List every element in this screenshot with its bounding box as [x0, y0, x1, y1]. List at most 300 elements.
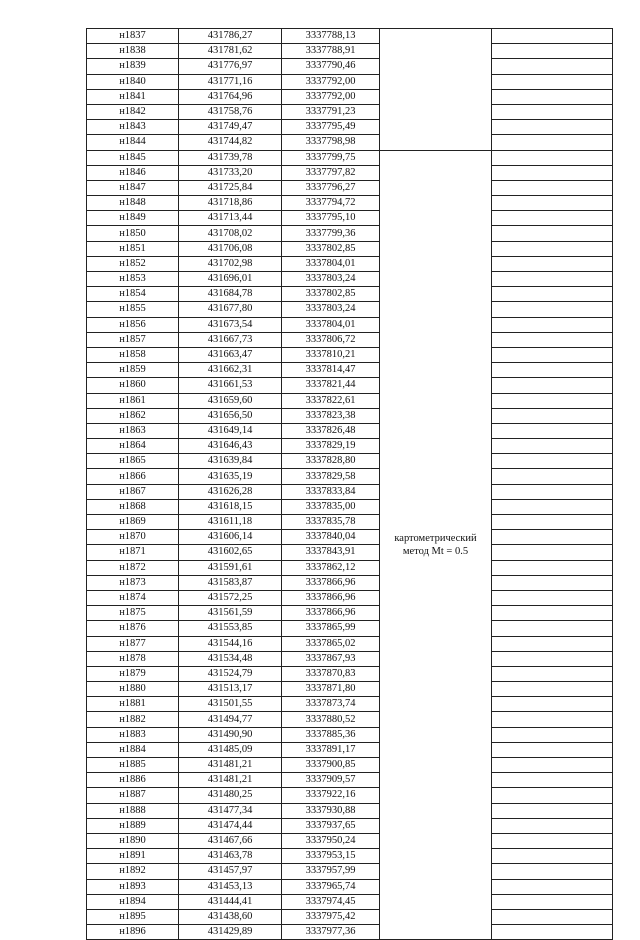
y-coordinate-cell: 3337802,85 — [282, 287, 380, 302]
y-coordinate-cell: 3337806,72 — [282, 332, 380, 347]
y-coordinate-cell: 3337866,96 — [282, 590, 380, 605]
blank-cell — [492, 347, 613, 362]
x-coordinate-cell: 431713,44 — [179, 211, 282, 226]
table-row — [87, 515, 613, 530]
point-name-cell: н1894 — [87, 894, 179, 909]
y-coordinate-cell: 3337795,10 — [282, 211, 380, 226]
blank-cell — [492, 241, 613, 256]
x-coordinate-cell: 431696,01 — [179, 272, 282, 287]
y-coordinate-cell: 3337802,85 — [282, 241, 380, 256]
y-coordinate-cell: 3337823,38 — [282, 408, 380, 423]
y-coordinate-cell: 3337974,45 — [282, 894, 380, 909]
x-coordinate-cell: 431602,65 — [179, 545, 282, 560]
x-coordinate-cell: 431786,27 — [179, 29, 282, 44]
x-coordinate-cell: 431776,97 — [179, 59, 282, 74]
y-coordinate-cell: 3337822,61 — [282, 393, 380, 408]
x-coordinate-cell: 431485,09 — [179, 742, 282, 757]
x-coordinate-cell: 431656,50 — [179, 408, 282, 423]
point-name-cell: н1877 — [87, 636, 179, 651]
y-coordinate-cell: 3337810,21 — [282, 347, 380, 362]
y-coordinate-cell: 3337829,58 — [282, 469, 380, 484]
y-coordinate-cell: 3337930,88 — [282, 803, 380, 818]
y-coordinate-cell: 3337798,98 — [282, 135, 380, 150]
blank-cell — [492, 135, 613, 150]
blank-cell — [492, 560, 613, 575]
y-coordinate-cell: 3337865,99 — [282, 621, 380, 636]
x-coordinate-cell: 431662,31 — [179, 363, 282, 378]
table-row — [87, 44, 613, 59]
table-row — [87, 89, 613, 104]
x-coordinate-cell: 431481,21 — [179, 773, 282, 788]
point-name-cell: н1847 — [87, 180, 179, 195]
y-coordinate-cell: 3337865,02 — [282, 636, 380, 651]
y-coordinate-cell: 3337814,47 — [282, 363, 380, 378]
point-name-cell: н1846 — [87, 165, 179, 180]
table-row — [87, 925, 613, 940]
y-coordinate-cell: 3337794,72 — [282, 196, 380, 211]
point-name-cell: н1867 — [87, 484, 179, 499]
blank-cell — [492, 651, 613, 666]
point-name-cell: н1875 — [87, 606, 179, 621]
table-row — [87, 879, 613, 894]
table-row — [87, 378, 613, 393]
point-name-cell: н1870 — [87, 530, 179, 545]
table-row — [87, 241, 613, 256]
point-name-cell: н1841 — [87, 89, 179, 104]
y-coordinate-cell: 3337900,85 — [282, 758, 380, 773]
point-name-cell: н1888 — [87, 803, 179, 818]
table-row — [87, 833, 613, 848]
x-coordinate-cell: 431444,41 — [179, 894, 282, 909]
table-row — [87, 499, 613, 514]
x-coordinate-cell: 431781,62 — [179, 44, 282, 59]
table-row — [87, 104, 613, 119]
table-row — [87, 196, 613, 211]
x-coordinate-cell: 431481,21 — [179, 758, 282, 773]
blank-cell — [492, 606, 613, 621]
y-coordinate-cell: 3337795,49 — [282, 120, 380, 135]
blank-cell — [492, 211, 613, 226]
point-name-cell: н1845 — [87, 150, 179, 165]
table-row — [87, 894, 613, 909]
y-coordinate-cell: 3337821,44 — [282, 378, 380, 393]
y-coordinate-cell: 3337937,65 — [282, 818, 380, 833]
blank-cell — [492, 393, 613, 408]
blank-cell — [492, 74, 613, 89]
point-name-cell: н1896 — [87, 925, 179, 940]
blank-cell — [492, 590, 613, 605]
y-coordinate-cell: 3337953,15 — [282, 849, 380, 864]
y-coordinate-cell: 3337792,00 — [282, 74, 380, 89]
x-coordinate-cell: 431725,84 — [179, 180, 282, 195]
table-row — [87, 180, 613, 195]
blank-cell — [492, 727, 613, 742]
blank-cell — [492, 849, 613, 864]
x-coordinate-cell: 431513,17 — [179, 682, 282, 697]
point-name-cell: н1837 — [87, 29, 179, 44]
blank-cell — [492, 621, 613, 636]
point-name-cell: н1860 — [87, 378, 179, 393]
table-row — [87, 347, 613, 362]
point-name-cell: н1893 — [87, 879, 179, 894]
point-name-cell: н1864 — [87, 439, 179, 454]
x-coordinate-cell: 431706,08 — [179, 241, 282, 256]
y-coordinate-cell: 3337835,78 — [282, 515, 380, 530]
point-name-cell: н1879 — [87, 666, 179, 681]
point-name-cell: н1848 — [87, 196, 179, 211]
table-row — [87, 439, 613, 454]
point-name-cell: н1865 — [87, 454, 179, 469]
table-row — [87, 803, 613, 818]
point-name-cell: н1857 — [87, 332, 179, 347]
blank-cell — [492, 423, 613, 438]
point-name-cell: н1889 — [87, 818, 179, 833]
y-coordinate-cell: 3337866,96 — [282, 575, 380, 590]
x-coordinate-cell: 431708,02 — [179, 226, 282, 241]
x-coordinate-cell: 431501,55 — [179, 697, 282, 712]
x-coordinate-cell: 431561,59 — [179, 606, 282, 621]
x-coordinate-cell: 431673,54 — [179, 317, 282, 332]
x-coordinate-cell: 431667,73 — [179, 332, 282, 347]
method-accuracy: метод Mt = 0.5 — [402, 545, 469, 557]
y-coordinate-cell: 3337797,82 — [282, 165, 380, 180]
table-row — [87, 454, 613, 469]
point-name-cell: н1886 — [87, 773, 179, 788]
point-name-cell: н1885 — [87, 758, 179, 773]
table-row — [87, 697, 613, 712]
blank-cell — [492, 758, 613, 773]
table-row — [87, 287, 613, 302]
table-row — [87, 727, 613, 742]
blank-cell — [492, 256, 613, 271]
point-name-cell: н1876 — [87, 621, 179, 636]
y-coordinate-cell: 3337866,96 — [282, 606, 380, 621]
blank-cell — [492, 636, 613, 651]
x-coordinate-cell: 431639,84 — [179, 454, 282, 469]
point-name-cell: н1892 — [87, 864, 179, 879]
x-coordinate-cell: 431524,79 — [179, 666, 282, 681]
blank-cell — [492, 89, 613, 104]
blank-cell — [492, 196, 613, 211]
table-row — [87, 469, 613, 484]
y-coordinate-cell: 3337840,04 — [282, 530, 380, 545]
point-name-cell: н1839 — [87, 59, 179, 74]
point-name-cell: н1862 — [87, 408, 179, 423]
point-name-cell: н1853 — [87, 272, 179, 287]
table-row — [87, 758, 613, 773]
point-name-cell: н1840 — [87, 74, 179, 89]
table-row — [87, 165, 613, 180]
table-row — [87, 651, 613, 666]
x-coordinate-cell: 431457,97 — [179, 864, 282, 879]
blank-cell — [492, 499, 613, 514]
blank-cell — [492, 272, 613, 287]
blank-cell — [492, 773, 613, 788]
blank-cell — [492, 803, 613, 818]
point-name-cell: н1838 — [87, 44, 179, 59]
table-row — [87, 317, 613, 332]
y-coordinate-cell: 3337909,57 — [282, 773, 380, 788]
x-coordinate-cell: 431626,28 — [179, 484, 282, 499]
table-row — [87, 636, 613, 651]
y-coordinate-cell: 3337799,36 — [282, 226, 380, 241]
y-coordinate-cell: 3337796,27 — [282, 180, 380, 195]
blank-cell — [492, 287, 613, 302]
point-name-cell: н1851 — [87, 241, 179, 256]
point-name-cell: н1866 — [87, 469, 179, 484]
table-row — [87, 909, 613, 924]
blank-cell — [492, 515, 613, 530]
y-coordinate-cell: 3337788,13 — [282, 29, 380, 44]
blank-cell — [492, 894, 613, 909]
blank-cell — [492, 833, 613, 848]
point-name-cell: н1854 — [87, 287, 179, 302]
blank-cell — [492, 454, 613, 469]
x-coordinate-cell: 431663,47 — [179, 347, 282, 362]
x-coordinate-cell: 431744,82 — [179, 135, 282, 150]
point-name-cell: н1843 — [87, 120, 179, 135]
point-name-cell: н1872 — [87, 560, 179, 575]
table-row — [87, 135, 613, 150]
blank-cell — [492, 317, 613, 332]
y-coordinate-cell: 3337871,80 — [282, 682, 380, 697]
blank-cell — [492, 408, 613, 423]
blank-cell — [492, 545, 613, 560]
point-name-cell: н1869 — [87, 515, 179, 530]
x-coordinate-cell: 431739,78 — [179, 150, 282, 165]
x-coordinate-cell: 431494,77 — [179, 712, 282, 727]
table-row — [87, 788, 613, 803]
y-coordinate-cell: 3337829,19 — [282, 439, 380, 454]
table-row — [87, 408, 613, 423]
point-name-cell: н1890 — [87, 833, 179, 848]
y-coordinate-cell: 3337873,74 — [282, 697, 380, 712]
point-name-cell: н1858 — [87, 347, 179, 362]
y-coordinate-cell: 3337977,36 — [282, 925, 380, 940]
x-coordinate-cell: 431534,48 — [179, 651, 282, 666]
y-coordinate-cell: 3337950,24 — [282, 833, 380, 848]
coordinates-table-body — [87, 29, 613, 940]
table-row — [87, 849, 613, 864]
point-name-cell: н1873 — [87, 575, 179, 590]
point-name-cell: н1852 — [87, 256, 179, 271]
blank-cell — [492, 879, 613, 894]
y-coordinate-cell: 3337799,75 — [282, 150, 380, 165]
table-row — [87, 666, 613, 681]
blank-cell — [492, 104, 613, 119]
x-coordinate-cell: 431591,61 — [179, 560, 282, 575]
blank-cell — [492, 697, 613, 712]
x-coordinate-cell: 431553,85 — [179, 621, 282, 636]
x-coordinate-cell: 431771,16 — [179, 74, 282, 89]
table-row — [87, 423, 613, 438]
x-coordinate-cell: 431618,15 — [179, 499, 282, 514]
x-coordinate-cell: 431490,90 — [179, 727, 282, 742]
point-name-cell: н1842 — [87, 104, 179, 119]
table-row — [87, 818, 613, 833]
x-coordinate-cell: 431438,60 — [179, 909, 282, 924]
blank-cell — [492, 59, 613, 74]
x-coordinate-cell: 431583,87 — [179, 575, 282, 590]
method-cell — [380, 150, 492, 940]
point-name-cell: н1880 — [87, 682, 179, 697]
blank-cell — [492, 530, 613, 545]
point-name-cell: н1881 — [87, 697, 179, 712]
table-row — [87, 864, 613, 879]
x-coordinate-cell: 431453,13 — [179, 879, 282, 894]
table-row — [87, 363, 613, 378]
x-coordinate-cell: 431758,76 — [179, 104, 282, 119]
point-name-cell: н1868 — [87, 499, 179, 514]
point-name-cell: н1883 — [87, 727, 179, 742]
y-coordinate-cell: 3337885,36 — [282, 727, 380, 742]
point-name-cell: н1850 — [87, 226, 179, 241]
point-name-cell: н1884 — [87, 742, 179, 757]
method-cell-empty — [380, 29, 492, 151]
point-name-cell: н1844 — [87, 135, 179, 150]
x-coordinate-cell: 431646,43 — [179, 439, 282, 454]
table-row — [87, 590, 613, 605]
y-coordinate-cell: 3337867,93 — [282, 651, 380, 666]
point-name-cell: н1849 — [87, 211, 179, 226]
y-coordinate-cell: 3337957,99 — [282, 864, 380, 879]
table-row — [87, 29, 613, 44]
y-coordinate-cell: 3337843,91 — [282, 545, 380, 560]
table-row — [87, 773, 613, 788]
point-name-cell: н1891 — [87, 849, 179, 864]
x-coordinate-cell: 431677,80 — [179, 302, 282, 317]
x-coordinate-cell: 431606,14 — [179, 530, 282, 545]
y-coordinate-cell: 3337792,00 — [282, 89, 380, 104]
table-row — [87, 575, 613, 590]
x-coordinate-cell: 431463,78 — [179, 849, 282, 864]
table-row — [87, 545, 613, 560]
blank-cell — [492, 378, 613, 393]
y-coordinate-cell: 3337803,24 — [282, 302, 380, 317]
y-coordinate-cell: 3337870,83 — [282, 666, 380, 681]
y-coordinate-cell: 3337790,46 — [282, 59, 380, 74]
point-name-cell: н1882 — [87, 712, 179, 727]
blank-cell — [492, 909, 613, 924]
blank-cell — [492, 742, 613, 757]
x-coordinate-cell: 431474,44 — [179, 818, 282, 833]
x-coordinate-cell: 431684,78 — [179, 287, 282, 302]
table-row — [87, 272, 613, 287]
blank-cell — [492, 818, 613, 833]
x-coordinate-cell: 431635,19 — [179, 469, 282, 484]
y-coordinate-cell: 3337975,42 — [282, 909, 380, 924]
x-coordinate-cell: 431544,16 — [179, 636, 282, 651]
table-row — [87, 302, 613, 317]
table-row — [87, 530, 613, 545]
point-name-cell: н1861 — [87, 393, 179, 408]
y-coordinate-cell: 3337965,74 — [282, 879, 380, 894]
method-name: картометрический — [394, 532, 477, 544]
blank-cell — [492, 925, 613, 940]
blank-cell — [492, 864, 613, 879]
x-coordinate-cell: 431467,66 — [179, 833, 282, 848]
y-coordinate-cell: 3337788,91 — [282, 44, 380, 59]
table-row — [87, 332, 613, 347]
blank-cell — [492, 712, 613, 727]
point-name-cell: н1895 — [87, 909, 179, 924]
point-name-cell: н1859 — [87, 363, 179, 378]
blank-cell — [492, 226, 613, 241]
x-coordinate-cell: 431611,18 — [179, 515, 282, 530]
table-row — [87, 74, 613, 89]
x-coordinate-cell: 431718,86 — [179, 196, 282, 211]
table-row — [87, 712, 613, 727]
table-row — [87, 393, 613, 408]
x-coordinate-cell: 431702,98 — [179, 256, 282, 271]
table-row — [87, 256, 613, 271]
x-coordinate-cell: 431749,47 — [179, 120, 282, 135]
table-row — [87, 621, 613, 636]
blank-cell — [492, 788, 613, 803]
blank-cell — [492, 363, 613, 378]
x-coordinate-cell: 431661,53 — [179, 378, 282, 393]
point-name-cell: н1878 — [87, 651, 179, 666]
y-coordinate-cell: 3337891,17 — [282, 742, 380, 757]
point-name-cell: н1871 — [87, 545, 179, 560]
blank-cell — [492, 484, 613, 499]
point-name-cell: н1887 — [87, 788, 179, 803]
y-coordinate-cell: 3337826,48 — [282, 423, 380, 438]
blank-cell — [492, 302, 613, 317]
x-coordinate-cell: 431733,20 — [179, 165, 282, 180]
blank-cell — [492, 120, 613, 135]
x-coordinate-cell: 431649,14 — [179, 423, 282, 438]
y-coordinate-cell: 3337862,12 — [282, 560, 380, 575]
table-row — [87, 560, 613, 575]
blank-cell — [492, 575, 613, 590]
blank-cell — [492, 469, 613, 484]
point-name-cell: н1856 — [87, 317, 179, 332]
x-coordinate-cell: 431429,89 — [179, 925, 282, 940]
x-coordinate-cell: 431572,25 — [179, 590, 282, 605]
blank-cell — [492, 332, 613, 347]
blank-cell — [492, 682, 613, 697]
table-row — [87, 682, 613, 697]
point-name-cell: н1863 — [87, 423, 179, 438]
table-row — [87, 120, 613, 135]
y-coordinate-cell: 3337880,52 — [282, 712, 380, 727]
y-coordinate-cell: 3337803,24 — [282, 272, 380, 287]
y-coordinate-cell: 3337828,80 — [282, 454, 380, 469]
point-name-cell: н1874 — [87, 590, 179, 605]
blank-cell — [492, 165, 613, 180]
blank-cell — [492, 44, 613, 59]
y-coordinate-cell: 3337835,00 — [282, 499, 380, 514]
table-row — [87, 150, 613, 165]
y-coordinate-cell: 3337833,84 — [282, 484, 380, 499]
table-row — [87, 59, 613, 74]
coordinates-table — [86, 28, 613, 940]
table-row — [87, 484, 613, 499]
y-coordinate-cell: 3337922,16 — [282, 788, 380, 803]
y-coordinate-cell: 3337804,01 — [282, 317, 380, 332]
x-coordinate-cell: 431764,96 — [179, 89, 282, 104]
x-coordinate-cell: 431659,60 — [179, 393, 282, 408]
blank-cell — [492, 666, 613, 681]
blank-cell — [492, 150, 613, 165]
point-name-cell: н1855 — [87, 302, 179, 317]
table-row — [87, 211, 613, 226]
table-row — [87, 742, 613, 757]
blank-cell — [492, 180, 613, 195]
y-coordinate-cell: 3337791,23 — [282, 104, 380, 119]
x-coordinate-cell: 431477,34 — [179, 803, 282, 818]
